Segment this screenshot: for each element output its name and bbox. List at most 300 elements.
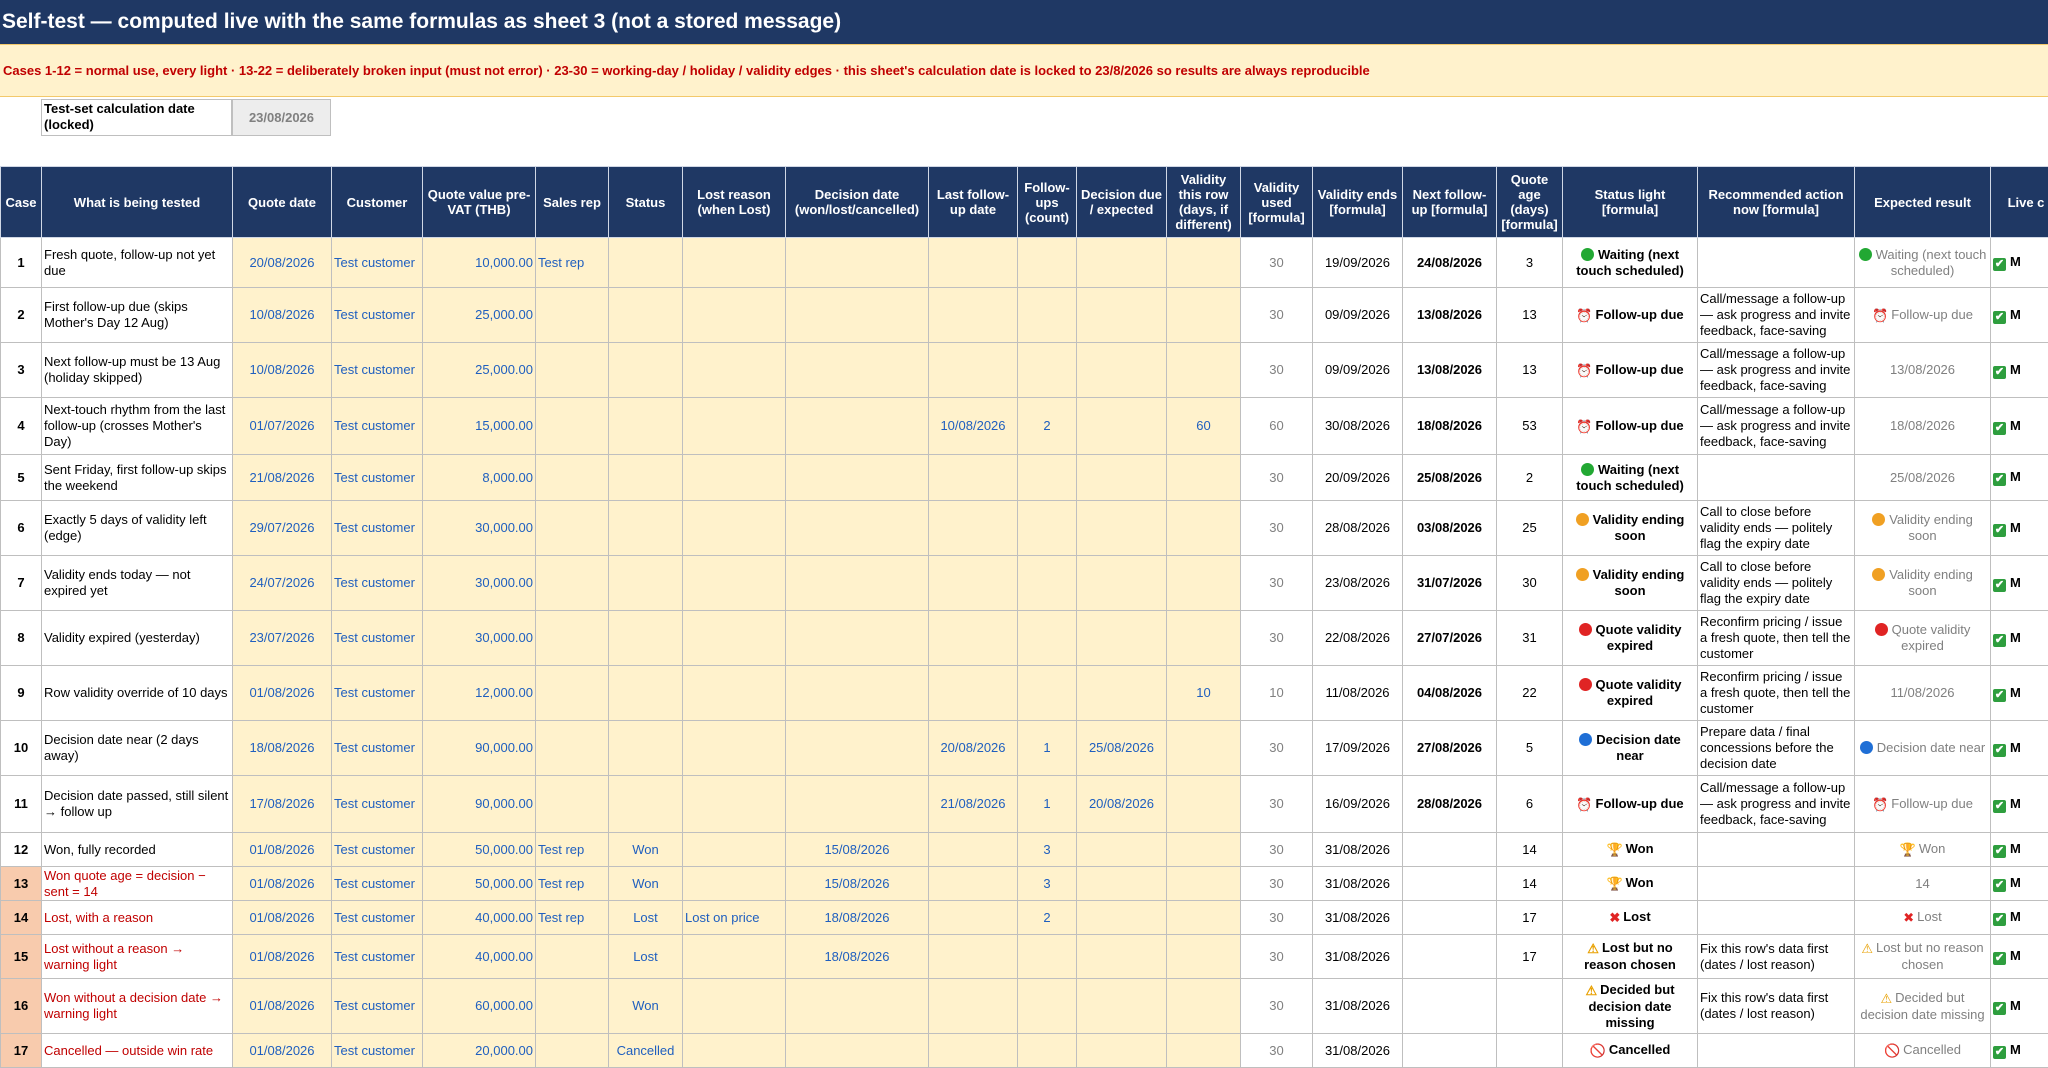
- status-light-cell: [1563, 901, 1698, 935]
- sales-rep-cell[interactable]: [536, 721, 609, 776]
- live-check-text: M: [2010, 796, 2021, 811]
- live-check-text: M: [2010, 630, 2021, 645]
- table-row: [1, 935, 2048, 979]
- validity-row-cell[interactable]: [1167, 1034, 1241, 1068]
- decision-date-cell[interactable]: [786, 721, 929, 776]
- last-follow-up-cell[interactable]: [929, 833, 1018, 867]
- validity-used-cell: 30: [1241, 867, 1313, 901]
- follow-up-count-cell[interactable]: [1018, 611, 1077, 666]
- lost-reason-cell[interactable]: [683, 398, 786, 455]
- lost-reason-cell[interactable]: [683, 288, 786, 343]
- decision-date-cell[interactable]: [786, 501, 929, 556]
- follow-up-count-cell[interactable]: [1018, 1034, 1077, 1068]
- validity-row-cell[interactable]: [1167, 288, 1241, 343]
- decision-date-cell[interactable]: [786, 1034, 929, 1068]
- decision-date-cell[interactable]: [786, 979, 929, 1034]
- quote-date-cell[interactable]: 01/08/2026: [233, 935, 332, 979]
- quote-date-cell[interactable]: 10/08/2026: [233, 343, 332, 398]
- sales-rep-cell[interactable]: Test rep: [536, 901, 609, 935]
- description-cell: Won, fully recorded: [42, 833, 233, 867]
- decision-due-cell[interactable]: [1077, 1034, 1167, 1068]
- expected-result-cell: [1855, 935, 1991, 979]
- quote-date-cell[interactable]: 01/08/2026: [233, 867, 332, 901]
- decision-date-cell[interactable]: [786, 398, 929, 455]
- quote-value-cell[interactable]: 15,000.00: [423, 398, 536, 455]
- last-follow-up-cell[interactable]: [929, 455, 1018, 501]
- sales-rep-cell[interactable]: [536, 1034, 609, 1068]
- live-check-cell: [1991, 288, 2048, 343]
- decision-date-cell[interactable]: [786, 288, 929, 343]
- quote-date-cell[interactable]: 29/07/2026: [233, 501, 332, 556]
- status-cell[interactable]: [609, 455, 683, 501]
- decision-due-cell[interactable]: [1077, 833, 1167, 867]
- live-check-text: M: [2010, 909, 2021, 924]
- customer-cell[interactable]: Test customer: [332, 288, 423, 343]
- live-check-text: M: [2010, 575, 2021, 590]
- recommended-action-cell: Call/message a follow-up — ask progress and invite feedback, face-saving: [1698, 776, 1855, 833]
- table-row: [1, 721, 2048, 776]
- sales-rep-cell[interactable]: Test rep: [536, 867, 609, 901]
- live-check-text: M: [2010, 998, 2021, 1013]
- decision-date-cell[interactable]: [786, 238, 929, 288]
- quote-value-cell[interactable]: 50,000.00: [423, 833, 536, 867]
- decision-due-cell[interactable]: [1077, 398, 1167, 455]
- live-check-cell: [1991, 501, 2048, 556]
- sales-rep-cell[interactable]: [536, 666, 609, 721]
- table-row: [1, 288, 2048, 343]
- decision-due-cell[interactable]: [1077, 867, 1167, 901]
- column-header[interactable]: Validity used [formula]: [1241, 167, 1313, 238]
- quote-age-cell: [1497, 979, 1563, 1034]
- last-follow-up-cell[interactable]: [929, 556, 1018, 611]
- status-light-text: Follow-up due: [1596, 418, 1684, 433]
- column-header[interactable]: Sales rep: [536, 167, 609, 238]
- live-check-cell: [1991, 455, 2048, 501]
- table-row: [1, 833, 2048, 867]
- description-cell: Validity expired (yesterday): [42, 611, 233, 666]
- decision-due-cell[interactable]: [1077, 556, 1167, 611]
- orange-circle-icon: [1872, 568, 1885, 581]
- validity-row-cell[interactable]: [1167, 901, 1241, 935]
- lost-reason-cell[interactable]: [683, 833, 786, 867]
- quote-value-cell[interactable]: 30,000.00: [423, 501, 536, 556]
- decision-date-cell[interactable]: [786, 343, 929, 398]
- customer-cell[interactable]: Test customer: [332, 611, 423, 666]
- follow-up-count-cell[interactable]: [1018, 501, 1077, 556]
- description-cell: Decision date passed, still silent → follow up: [42, 776, 233, 833]
- quote-value-cell[interactable]: 25,000.00: [423, 288, 536, 343]
- decision-due-cell[interactable]: [1077, 979, 1167, 1034]
- recommended-action-cell: [1698, 833, 1855, 867]
- column-header[interactable]: Live c: [1991, 167, 2048, 238]
- status-light-text: Validity ending soon: [1593, 512, 1685, 543]
- quote-date-cell[interactable]: 01/08/2026: [233, 979, 332, 1034]
- last-follow-up-cell[interactable]: [929, 501, 1018, 556]
- follow-up-count-cell[interactable]: [1018, 666, 1077, 721]
- column-header[interactable]: Status: [609, 167, 683, 238]
- check-icon: ✔: [1993, 366, 2006, 379]
- last-follow-up-cell[interactable]: [929, 288, 1018, 343]
- follow-up-count-cell[interactable]: [1018, 935, 1077, 979]
- validity-row-cell[interactable]: [1167, 556, 1241, 611]
- lost-reason-cell[interactable]: [683, 867, 786, 901]
- status-light-cell: [1563, 556, 1698, 611]
- validity-used-cell: 30: [1241, 556, 1313, 611]
- status-cell[interactable]: [609, 238, 683, 288]
- case-cell: 13: [1, 867, 42, 901]
- status-cell[interactable]: [609, 611, 683, 666]
- follow-up-count-cell[interactable]: 2: [1018, 398, 1077, 455]
- decision-date-cell[interactable]: [786, 455, 929, 501]
- blue-circle-icon: [1860, 741, 1873, 754]
- lost-reason-cell[interactable]: [683, 611, 786, 666]
- quote-date-cell[interactable]: 01/08/2026: [233, 666, 332, 721]
- decision-date-cell[interactable]: 18/08/2026: [786, 935, 929, 979]
- customer-cell[interactable]: Test customer: [332, 1034, 423, 1068]
- quote-date-cell[interactable]: 01/08/2026: [233, 901, 332, 935]
- sales-rep-cell[interactable]: [536, 935, 609, 979]
- lost-reason-cell[interactable]: [683, 935, 786, 979]
- column-header[interactable]: Validity this row (days, if different): [1167, 167, 1241, 238]
- expected-result-text: Lost: [1917, 909, 1942, 924]
- customer-cell[interactable]: Test customer: [332, 343, 423, 398]
- follow-up-count-cell[interactable]: [1018, 238, 1077, 288]
- expected-result-text: Decision date near: [1877, 740, 1985, 755]
- next-follow-up-cell: [1403, 867, 1497, 901]
- expected-result-cell: [1855, 901, 1991, 935]
- decision-due-cell[interactable]: [1077, 343, 1167, 398]
- customer-cell[interactable]: Test customer: [332, 721, 423, 776]
- quote-date-cell[interactable]: 18/08/2026: [233, 721, 332, 776]
- quote-date-cell[interactable]: 01/08/2026: [233, 833, 332, 867]
- validity-ends-cell: 31/08/2026: [1313, 901, 1403, 935]
- expected-result-cell: 18/08/2026: [1855, 398, 1991, 455]
- quote-value-cell[interactable]: 8,000.00: [423, 455, 536, 501]
- sales-rep-cell[interactable]: Test rep: [536, 238, 609, 288]
- sales-rep-cell[interactable]: [536, 501, 609, 556]
- status-cell[interactable]: [609, 721, 683, 776]
- live-check-cell: [1991, 238, 2048, 288]
- validity-row-cell[interactable]: [1167, 238, 1241, 288]
- quote-date-cell[interactable]: 23/07/2026: [233, 611, 332, 666]
- follow-up-count-cell[interactable]: 3: [1018, 833, 1077, 867]
- expected-result-cell: [1855, 979, 1991, 1034]
- recommended-action-cell: [1698, 1034, 1855, 1068]
- red-circle-icon: [1875, 623, 1888, 636]
- follow-up-count-cell[interactable]: 2: [1018, 901, 1077, 935]
- decision-date-cell[interactable]: [786, 611, 929, 666]
- status-light-cell: [1563, 666, 1698, 721]
- follow-up-count-cell[interactable]: [1018, 979, 1077, 1034]
- quote-date-cell[interactable]: 10/08/2026: [233, 288, 332, 343]
- status-cell[interactable]: [609, 288, 683, 343]
- decision-due-cell[interactable]: 20/08/2026: [1077, 776, 1167, 833]
- customer-cell[interactable]: Test customer: [332, 833, 423, 867]
- quote-age-cell: 30: [1497, 556, 1563, 611]
- lost-reason-cell[interactable]: [683, 721, 786, 776]
- follow-up-count-cell[interactable]: [1018, 556, 1077, 611]
- follow-up-count-cell[interactable]: 1: [1018, 776, 1077, 833]
- status-cell[interactable]: Won: [609, 833, 683, 867]
- check-icon: ✔: [1993, 913, 2006, 926]
- next-follow-up-cell: [1403, 901, 1497, 935]
- status-light-text: Won: [1626, 841, 1654, 856]
- lost-reason-cell[interactable]: [683, 666, 786, 721]
- customer-cell[interactable]: Test customer: [332, 556, 423, 611]
- validity-row-cell[interactable]: [1167, 776, 1241, 833]
- lost-reason-cell[interactable]: [683, 979, 786, 1034]
- sales-rep-cell[interactable]: [536, 398, 609, 455]
- last-follow-up-cell[interactable]: [929, 867, 1018, 901]
- quote-date-cell[interactable]: 24/07/2026: [233, 556, 332, 611]
- live-check-text: M: [2010, 362, 2021, 377]
- validity-row-cell[interactable]: 60: [1167, 398, 1241, 455]
- decision-date-cell[interactable]: 18/08/2026: [786, 901, 929, 935]
- check-icon: ✔: [1993, 1002, 2006, 1015]
- status-light-cell: [1563, 238, 1698, 288]
- customer-cell[interactable]: Test customer: [332, 666, 423, 721]
- last-follow-up-cell[interactable]: [929, 979, 1018, 1034]
- status-light-text: Waiting (next touch scheduled): [1576, 462, 1684, 493]
- status-cell[interactable]: Lost: [609, 935, 683, 979]
- decision-date-cell[interactable]: [786, 556, 929, 611]
- follow-up-count-cell[interactable]: [1018, 288, 1077, 343]
- last-follow-up-cell[interactable]: [929, 935, 1018, 979]
- column-header[interactable]: Decision due / expected: [1077, 167, 1167, 238]
- quote-value-cell[interactable]: 90,000.00: [423, 721, 536, 776]
- quote-value-cell[interactable]: 30,000.00: [423, 556, 536, 611]
- lost-reason-cell[interactable]: [683, 501, 786, 556]
- last-follow-up-cell[interactable]: 10/08/2026: [929, 398, 1018, 455]
- check-icon: ✔: [1993, 524, 2006, 537]
- case-cell: 16: [1, 979, 42, 1034]
- customer-cell[interactable]: Test customer: [332, 398, 423, 455]
- quote-date-cell[interactable]: 21/08/2026: [233, 455, 332, 501]
- quote-value-cell[interactable]: 40,000.00: [423, 935, 536, 979]
- column-header[interactable]: Quote date: [233, 167, 332, 238]
- lost-reason-cell[interactable]: [683, 556, 786, 611]
- quote-value-cell[interactable]: 25,000.00: [423, 343, 536, 398]
- decision-date-cell[interactable]: [786, 776, 929, 833]
- sales-rep-cell[interactable]: [536, 343, 609, 398]
- decision-due-cell[interactable]: [1077, 666, 1167, 721]
- quote-value-cell[interactable]: 10,000.00: [423, 238, 536, 288]
- status-cell[interactable]: [609, 398, 683, 455]
- last-follow-up-cell[interactable]: 21/08/2026: [929, 776, 1018, 833]
- quote-value-cell[interactable]: 12,000.00: [423, 666, 536, 721]
- validity-used-cell: 30: [1241, 935, 1313, 979]
- decision-date-cell[interactable]: [786, 666, 929, 721]
- decision-due-cell[interactable]: [1077, 901, 1167, 935]
- column-header[interactable]: Quote value pre-VAT (THB): [423, 167, 536, 238]
- sales-rep-cell[interactable]: [536, 288, 609, 343]
- validity-row-cell[interactable]: [1167, 867, 1241, 901]
- validity-used-cell: 10: [1241, 666, 1313, 721]
- column-header[interactable]: Customer: [332, 167, 423, 238]
- last-follow-up-cell[interactable]: [929, 238, 1018, 288]
- check-icon: ✔: [1993, 634, 2006, 647]
- quote-date-cell[interactable]: 17/08/2026: [233, 776, 332, 833]
- validity-row-cell[interactable]: [1167, 721, 1241, 776]
- quote-age-cell: 53: [1497, 398, 1563, 455]
- status-cell[interactable]: Cancelled: [609, 1034, 683, 1068]
- column-header[interactable]: Lost reason (when Lost): [683, 167, 786, 238]
- orange-circle-icon: [1872, 513, 1885, 526]
- lost-reason-cell[interactable]: [683, 238, 786, 288]
- description-cell: Won without a decision date → warning light: [42, 979, 233, 1034]
- follow-up-count-cell[interactable]: [1018, 343, 1077, 398]
- quote-value-cell[interactable]: 30,000.00: [423, 611, 536, 666]
- customer-cell[interactable]: Test customer: [332, 238, 423, 288]
- next-follow-up-cell: 24/08/2026: [1403, 238, 1497, 288]
- lost-reason-cell[interactable]: [683, 455, 786, 501]
- recommended-action-cell: Call to close before validity ends — politely flag the expiry date: [1698, 556, 1855, 611]
- last-follow-up-cell[interactable]: [929, 901, 1018, 935]
- live-check-cell: [1991, 343, 2048, 398]
- customer-cell[interactable]: Test customer: [332, 935, 423, 979]
- status-cell[interactable]: [609, 776, 683, 833]
- description-cell: First follow-up due (skips Mother's Day 12 Aug): [42, 288, 233, 343]
- decision-due-cell[interactable]: [1077, 455, 1167, 501]
- status-cell[interactable]: [609, 501, 683, 556]
- status-light-text: Validity ending soon: [1593, 567, 1685, 598]
- customer-cell[interactable]: Test customer: [332, 776, 423, 833]
- sales-rep-cell[interactable]: [536, 979, 609, 1034]
- status-cell[interactable]: Lost: [609, 901, 683, 935]
- sales-rep-cell[interactable]: [536, 611, 609, 666]
- live-check-cell: [1991, 398, 2048, 455]
- validity-row-cell[interactable]: [1167, 611, 1241, 666]
- last-follow-up-cell[interactable]: [929, 343, 1018, 398]
- live-check-cell: [1991, 833, 2048, 867]
- quote-value-cell[interactable]: 60,000.00: [423, 979, 536, 1034]
- validity-row-cell[interactable]: [1167, 935, 1241, 979]
- sales-rep-cell[interactable]: [536, 776, 609, 833]
- decision-date-cell[interactable]: 15/08/2026: [786, 867, 929, 901]
- alarm-clock-icon: ⏰: [1576, 797, 1592, 813]
- column-header[interactable]: Last follow-up date: [929, 167, 1018, 238]
- validity-ends-cell: 23/08/2026: [1313, 556, 1403, 611]
- last-follow-up-cell[interactable]: [929, 666, 1018, 721]
- column-header[interactable]: What is being tested: [42, 167, 233, 238]
- status-cell[interactable]: Won: [609, 867, 683, 901]
- status-light-cell: [1563, 288, 1698, 343]
- table-row: [1, 455, 2048, 501]
- validity-ends-cell: 22/08/2026: [1313, 611, 1403, 666]
- table-row: [1, 901, 2048, 935]
- column-header[interactable]: Validity ends [formula]: [1313, 167, 1403, 238]
- decision-due-cell[interactable]: [1077, 935, 1167, 979]
- decision-due-cell[interactable]: [1077, 501, 1167, 556]
- customer-cell[interactable]: Test customer: [332, 901, 423, 935]
- expected-result-text: Lost but no reason chosen: [1876, 940, 1984, 972]
- validity-row-cell[interactable]: [1167, 833, 1241, 867]
- sales-rep-cell[interactable]: [536, 556, 609, 611]
- column-header[interactable]: Follow-ups (count): [1018, 167, 1077, 238]
- table-row: [1, 238, 2048, 288]
- follow-up-count-cell[interactable]: [1018, 455, 1077, 501]
- prohibited-icon: 🚫: [1590, 1043, 1606, 1059]
- lost-reason-cell[interactable]: Lost on price: [683, 901, 786, 935]
- validity-row-cell[interactable]: [1167, 501, 1241, 556]
- recommended-action-cell: Call/message a follow-up — ask progress and invite feedback, face-saving: [1698, 398, 1855, 455]
- last-follow-up-cell[interactable]: [929, 1034, 1018, 1068]
- status-cell[interactable]: Won: [609, 979, 683, 1034]
- column-header[interactable]: Next follow-up [formula]: [1403, 167, 1497, 238]
- status-light-cell: [1563, 611, 1698, 666]
- status-cell[interactable]: [609, 666, 683, 721]
- decision-due-cell[interactable]: [1077, 611, 1167, 666]
- sales-rep-cell[interactable]: [536, 455, 609, 501]
- quote-value-cell[interactable]: 40,000.00: [423, 901, 536, 935]
- lost-reason-cell[interactable]: [683, 343, 786, 398]
- status-light-text: Quote validity expired: [1596, 622, 1682, 653]
- validity-used-cell: 30: [1241, 1034, 1313, 1068]
- customer-cell[interactable]: Test customer: [332, 501, 423, 556]
- expected-result-cell: [1855, 721, 1991, 776]
- column-header[interactable]: Recommended action now [formula]: [1698, 167, 1855, 238]
- check-icon: ✔: [1993, 689, 2006, 702]
- validity-row-cell[interactable]: 10: [1167, 666, 1241, 721]
- lost-reason-cell[interactable]: [683, 1034, 786, 1068]
- decision-due-cell[interactable]: 25/08/2026: [1077, 721, 1167, 776]
- lost-reason-cell[interactable]: [683, 776, 786, 833]
- validity-row-cell[interactable]: [1167, 979, 1241, 1034]
- sales-rep-cell[interactable]: Test rep: [536, 833, 609, 867]
- status-cell[interactable]: [609, 556, 683, 611]
- decision-due-cell[interactable]: [1077, 238, 1167, 288]
- last-follow-up-cell[interactable]: 20/08/2026: [929, 721, 1018, 776]
- follow-up-count-cell[interactable]: 3: [1018, 867, 1077, 901]
- calc-date-value[interactable]: 23/08/2026: [232, 99, 331, 136]
- description-cell: Decision date near (2 days away): [42, 721, 233, 776]
- column-header[interactable]: Decision date (won/lost/cancelled): [786, 167, 929, 238]
- case-cell: 11: [1, 776, 42, 833]
- quote-age-cell: 17: [1497, 935, 1563, 979]
- quote-date-cell[interactable]: 20/08/2026: [233, 238, 332, 288]
- last-follow-up-cell[interactable]: [929, 611, 1018, 666]
- column-header[interactable]: Status light [formula]: [1563, 167, 1698, 238]
- validity-used-cell: 60: [1241, 398, 1313, 455]
- red-cross-icon: ✖: [1609, 910, 1620, 926]
- status-light-text: Won: [1626, 875, 1654, 890]
- follow-up-count-cell[interactable]: 1: [1018, 721, 1077, 776]
- validity-row-cell[interactable]: [1167, 455, 1241, 501]
- header-row: [1, 167, 2048, 238]
- column-header[interactable]: Case: [1, 167, 42, 238]
- customer-cell[interactable]: Test customer: [332, 979, 423, 1034]
- table-body: [1, 238, 2048, 1068]
- trophy-icon: 🏆: [1900, 842, 1916, 858]
- expected-result-cell: 11/08/2026: [1855, 666, 1991, 721]
- case-cell: 7: [1, 556, 42, 611]
- quote-date-cell[interactable]: 01/08/2026: [233, 1034, 332, 1068]
- quote-value-cell[interactable]: 20,000.00: [423, 1034, 536, 1068]
- customer-cell[interactable]: Test customer: [332, 455, 423, 501]
- status-cell[interactable]: [609, 343, 683, 398]
- validity-row-cell[interactable]: [1167, 343, 1241, 398]
- decision-date-cell[interactable]: 15/08/2026: [786, 833, 929, 867]
- customer-cell[interactable]: Test customer: [332, 867, 423, 901]
- quote-value-cell[interactable]: 50,000.00: [423, 867, 536, 901]
- column-header[interactable]: Quote age (days) [formula]: [1497, 167, 1563, 238]
- quote-value-cell[interactable]: 90,000.00: [423, 776, 536, 833]
- next-follow-up-cell: 13/08/2026: [1403, 343, 1497, 398]
- quote-date-cell[interactable]: 01/07/2026: [233, 398, 332, 455]
- decision-due-cell[interactable]: [1077, 288, 1167, 343]
- column-header[interactable]: Expected result: [1855, 167, 1991, 238]
- table-row: [1, 1034, 2048, 1068]
